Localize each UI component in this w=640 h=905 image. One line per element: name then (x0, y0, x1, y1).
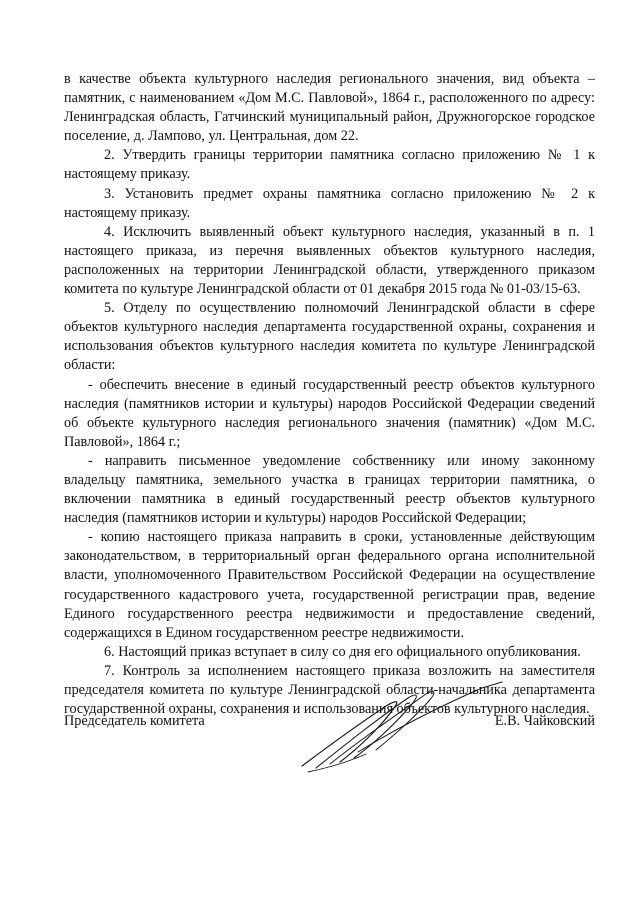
signature-stroke-3 (330, 691, 434, 764)
paragraph-item-5: 5. Отделу по осуществлению полномочий Ленинградской области в сфере объектов культурного наследия департамента государственной охраны, сохранения и использования объектов культурного наследия комитета по культуре Ленинградской области: (64, 300, 595, 374)
signature-stroke-4 (358, 682, 502, 752)
paragraph-bullet-3: - копию настоящего приказа направить в сроки, установленные действующим законодательством, в территориальный орган федерального органа исполнительной власти, уполномоченного Правительством Российской Федерации на осуществление государственного кадастрового учета, государственной регистрации прав, ведение Единого государственного реестра недвижимости и предоставление сведений, содержащихся в Едином государственном реестре недвижимости. (64, 529, 595, 641)
signature-block (64, 706, 595, 776)
paragraph-item-6: 6. Настоящий приказ вступает в силу со дня его официального опубликования. (104, 643, 581, 660)
signatory-name: Е.В. Чайковский (494, 713, 595, 729)
document-body (64, 70, 595, 719)
paragraph-bullet-2: - направить письменное уведомление собственнику или иному законному владельцу памятника, земельного участка в границах территории памятника, о включении памятника в единый государственный реестр объектов культурного наследия (памятников истории и культуры) народов Российской Федерации; (64, 452, 595, 527)
paragraph-item-1-continuation: в качестве объекта культурного наследия регионального значения, вид объекта – памятник, с наименованием «Дом М.С. Павловой», 1864 г., расположенного по адресу: Ленинградская область, Гатчинский муниципальный район, Дружногорское городское поселение, д. Лампово, ул. Центральная, дом 22. (64, 71, 595, 145)
paragraph-item-3: 3. Установить предмет охраны памятника согласно приложению № 2 к настоящему приказу. (64, 185, 595, 221)
signature-stroke-5 (308, 754, 366, 772)
paragraph-item-4: 4. Исключить выявленный объект культурного наследия, указанный в п. 1 настоящего приказа, из перечня выявленных объектов культурного наследия, расположенных на территории Ленинградской области, утвержденного приказом комитета по культуре Ленинградской области от 01 декабря 2015 года № 01-03/15-63. (64, 223, 595, 298)
paragraph-item-7: 7. Контроль за исполнением настоящего приказа возложить на заместителя председателя комитета по культуре Ленинградской области-начальника департамента государственной охраны, сохранения и использования объектов культурного наследия. (64, 662, 595, 718)
signature-stroke-1 (302, 702, 397, 766)
handwritten-signature (296, 678, 506, 778)
signature-stroke-2 (316, 695, 416, 768)
paragraph-item-2: 2. Утвердить границы территории памятника согласно приложению № 1 к настоящему приказу. (64, 147, 595, 183)
paragraph-bullet-1: - обеспечить внесение в единый государственный реестр объектов культурного наследия (памятников истории и культуры) народов Российской Федерации сведений об объекте культурного наследия регионального значения (памятник) «Дом М.С. Павловой», 1864 г.; (64, 376, 595, 450)
signatory-title: Председатель комитета (64, 713, 205, 729)
